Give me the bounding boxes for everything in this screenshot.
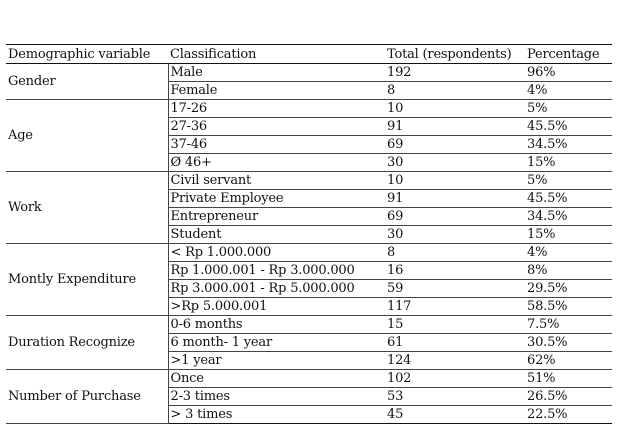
header-row: [6, 45, 612, 64]
demographic-variable-cell: Number of Purchase: [6, 370, 168, 424]
percentage-cell: 30.5%: [525, 334, 612, 352]
total-cell: 102: [385, 370, 525, 388]
total-cell: 91: [385, 118, 525, 136]
percentage-cell: 26.5%: [525, 388, 612, 406]
header-classification: Classification: [168, 45, 385, 64]
classification-cell: Ø 46+: [168, 154, 385, 172]
total-cell: 8: [385, 244, 525, 262]
percentage-cell: 34.5%: [525, 208, 612, 226]
percentage-cell: 5%: [525, 172, 612, 190]
classification-cell: Rp 1.000.001 - Rp 3.000.000: [168, 262, 385, 280]
percentage-cell: 8%: [525, 262, 612, 280]
total-cell: 61: [385, 334, 525, 352]
total-cell: 124: [385, 352, 525, 370]
classification-cell: 2-3 times: [168, 388, 385, 406]
classification-cell: 0-6 months: [168, 316, 385, 334]
header-demographic-variable: Demographic variable: [6, 45, 168, 64]
demographics-table: [6, 44, 612, 424]
table-row: [6, 244, 612, 262]
table-body: [6, 64, 612, 424]
classification-cell: 37-46: [168, 136, 385, 154]
classification-cell: < Rp 1.000.000: [168, 244, 385, 262]
classification-cell: Entrepreneur: [168, 208, 385, 226]
classification-cell: Once: [168, 370, 385, 388]
total-cell: 10: [385, 100, 525, 118]
percentage-cell: 45.5%: [525, 190, 612, 208]
percentage-cell: 7.5%: [525, 316, 612, 334]
total-cell: 30: [385, 154, 525, 172]
percentage-cell: 4%: [525, 82, 612, 100]
percentage-cell: 58.5%: [525, 298, 612, 316]
table-row: [6, 100, 612, 118]
header-total-respondents: Total (respondents): [385, 45, 525, 64]
percentage-cell: 51%: [525, 370, 612, 388]
total-cell: 91: [385, 190, 525, 208]
classification-cell: >Rp 5.000.001: [168, 298, 385, 316]
classification-cell: Civil servant: [168, 172, 385, 190]
total-cell: 45: [385, 406, 525, 424]
total-cell: 192: [385, 64, 525, 82]
total-cell: 16: [385, 262, 525, 280]
classification-cell: 6 month- 1 year: [168, 334, 385, 352]
classification-cell: Student: [168, 226, 385, 244]
table-header: [6, 45, 612, 64]
percentage-cell: 34.5%: [525, 136, 612, 154]
classification-cell: Female: [168, 82, 385, 100]
total-cell: 59: [385, 280, 525, 298]
table-row: [6, 172, 612, 190]
total-cell: 69: [385, 136, 525, 154]
percentage-cell: 29.5%: [525, 280, 612, 298]
percentage-cell: 96%: [525, 64, 612, 82]
total-cell: 8: [385, 82, 525, 100]
table-row: [6, 370, 612, 388]
classification-cell: 27-36: [168, 118, 385, 136]
demographic-variable-cell: Gender: [6, 64, 168, 100]
classification-cell: > 3 times: [168, 406, 385, 424]
demographic-variable-cell: Montly Expenditure: [6, 244, 168, 316]
total-cell: 69: [385, 208, 525, 226]
header-percentage: Percentage: [525, 45, 612, 64]
demographic-variable-cell: Age: [6, 100, 168, 172]
classification-cell: Rp 3.000.001 - Rp 5.000.000: [168, 280, 385, 298]
total-cell: 53: [385, 388, 525, 406]
percentage-cell: 5%: [525, 100, 612, 118]
percentage-cell: 15%: [525, 154, 612, 172]
percentage-cell: 22.5%: [525, 406, 612, 424]
total-cell: 117: [385, 298, 525, 316]
percentage-cell: 4%: [525, 244, 612, 262]
total-cell: 30: [385, 226, 525, 244]
percentage-cell: 15%: [525, 226, 612, 244]
table-row: [6, 316, 612, 334]
total-cell: 10: [385, 172, 525, 190]
percentage-cell: 62%: [525, 352, 612, 370]
classification-cell: Private Employee: [168, 190, 385, 208]
table-row: [6, 64, 612, 82]
classification-cell: Male: [168, 64, 385, 82]
classification-cell: >1 year: [168, 352, 385, 370]
classification-cell: 17-26: [168, 100, 385, 118]
demographic-variable-cell: Work: [6, 172, 168, 244]
total-cell: 15: [385, 316, 525, 334]
demographic-variable-cell: Duration Recognize: [6, 316, 168, 370]
percentage-cell: 45.5%: [525, 118, 612, 136]
